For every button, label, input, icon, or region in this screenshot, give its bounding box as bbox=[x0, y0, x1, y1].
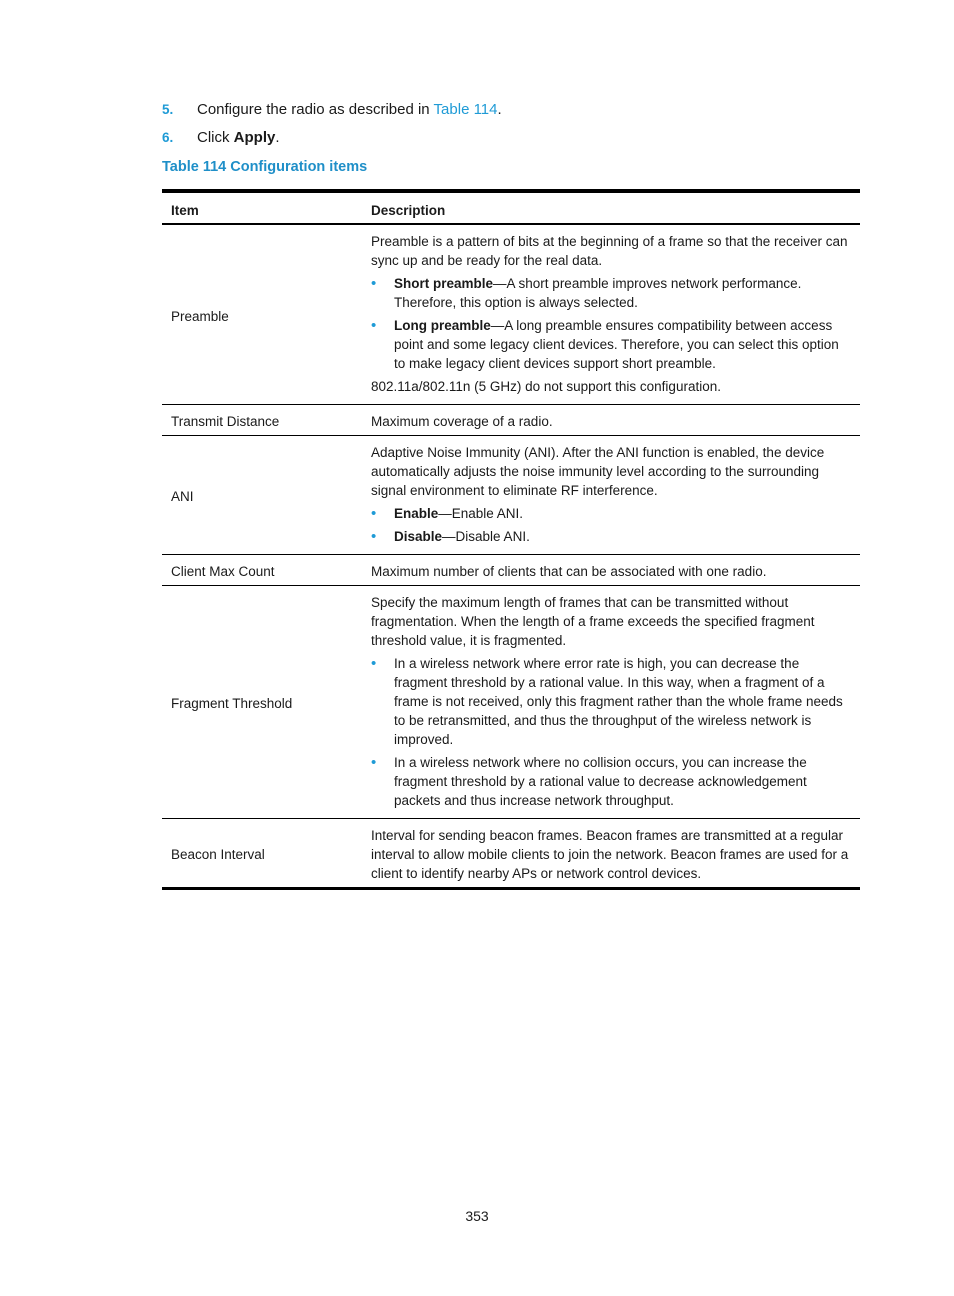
list-item: • Enable—Enable ANI. bbox=[371, 505, 524, 522]
item-cell: Client Max Count bbox=[171, 564, 275, 579]
step-number: 6. bbox=[162, 130, 174, 145]
bullet-icon: • bbox=[371, 317, 377, 334]
page-number: 353 bbox=[465, 1208, 489, 1224]
table-row-preamble bbox=[162, 224, 860, 405]
description-text: Preamble is a pattern of bits at the beginning of a frame so that the receiver can sync up and be ready for the real data. bbox=[371, 234, 848, 268]
step-text: Configure the radio as described in Table 114. bbox=[197, 101, 502, 118]
description-text: Specify the maximum length of frames that can be transmitted without fragmentation. When the length of a frame exceeds the specified fragment threshold value, it is fragmented. bbox=[371, 595, 815, 648]
list-item: • Short preamble—A short preamble improves network performance. Therefore, this option is always selected. bbox=[371, 275, 802, 310]
bullet-icon: • bbox=[371, 528, 377, 545]
description-cell: Maximum number of clients that can be associated with one radio. bbox=[371, 564, 767, 579]
description-cell: Maximum coverage of a radio. bbox=[371, 414, 553, 429]
list-item: • In a wireless network where error rate is high, you can decrease the fragment threshold by a rational value. In this way, when a fragment of a frame is not received, only this fragment rather than the whole frame needs to be retransmitted, and thus the throughput of the wireless network is improved. bbox=[371, 655, 843, 747]
description-cell bbox=[362, 224, 860, 405]
list-item: • Long preamble—A long preamble ensures compatibility between access point and some legacy client devices. Therefore, you can select this option to make legacy client devices support short preamble. bbox=[371, 317, 839, 371]
description-cell bbox=[362, 586, 860, 819]
list-item: • In a wireless network where no collision occurs, you can increase the fragment threshold by a rational value to decrease acknowledgement packets and thus increase network throughput. bbox=[371, 754, 807, 808]
table-row-fragment-threshold bbox=[162, 586, 860, 819]
configuration-table bbox=[162, 189, 860, 890]
step-number: 5. bbox=[162, 102, 174, 117]
step-5 bbox=[162, 99, 862, 127]
table-row-beacon-interval bbox=[162, 819, 860, 889]
description-text: Adaptive Noise Immunity (ANI). After the ANI function is enabled, the device automatically adjusts the noise immunity level according to the surrounding signal environment to eliminate RF interference. bbox=[371, 445, 825, 498]
apply-label: Apply bbox=[233, 129, 276, 146]
item-cell: Fragment Threshold bbox=[171, 696, 293, 711]
item-cell: Preamble bbox=[171, 308, 229, 324]
table-row-client-max-count bbox=[162, 555, 860, 586]
list-item: • Disable—Disable ANI. bbox=[371, 528, 530, 545]
bullet-list bbox=[371, 504, 852, 546]
bullet-icon: • bbox=[371, 275, 377, 292]
bullet-icon: • bbox=[371, 655, 377, 672]
step-text: Click Apply. bbox=[197, 129, 280, 146]
step-6 bbox=[162, 127, 862, 155]
description-note: 802.11a/802.11n (5 GHz) do not support this configuration. bbox=[371, 379, 721, 394]
table-header-row bbox=[162, 191, 860, 224]
header-description: Description bbox=[362, 191, 860, 224]
table-caption: Table 114 Configuration items bbox=[162, 159, 368, 175]
table-row-transmit-distance bbox=[162, 405, 860, 436]
bullet-list bbox=[371, 274, 852, 373]
description-cell: Interval for sending beacon frames. Beacon frames are transmitted at a regular interval to allow mobile clients to join the network. Beacon frames are used for a client to identify nearby APs or network control devices. bbox=[371, 828, 849, 881]
bullet-list bbox=[371, 654, 852, 810]
bullet-icon: • bbox=[371, 754, 377, 771]
table-114-link[interactable]: Table 114 bbox=[433, 101, 498, 118]
item-cell: Transmit Distance bbox=[171, 414, 280, 429]
procedure-steps bbox=[162, 99, 862, 155]
item-cell: ANI bbox=[171, 489, 194, 504]
item-cell: Beacon Interval bbox=[171, 847, 265, 862]
bullet-icon: • bbox=[371, 505, 377, 522]
description-cell bbox=[362, 436, 860, 555]
table-row-ani bbox=[162, 436, 860, 555]
header-item: Item bbox=[162, 191, 362, 224]
